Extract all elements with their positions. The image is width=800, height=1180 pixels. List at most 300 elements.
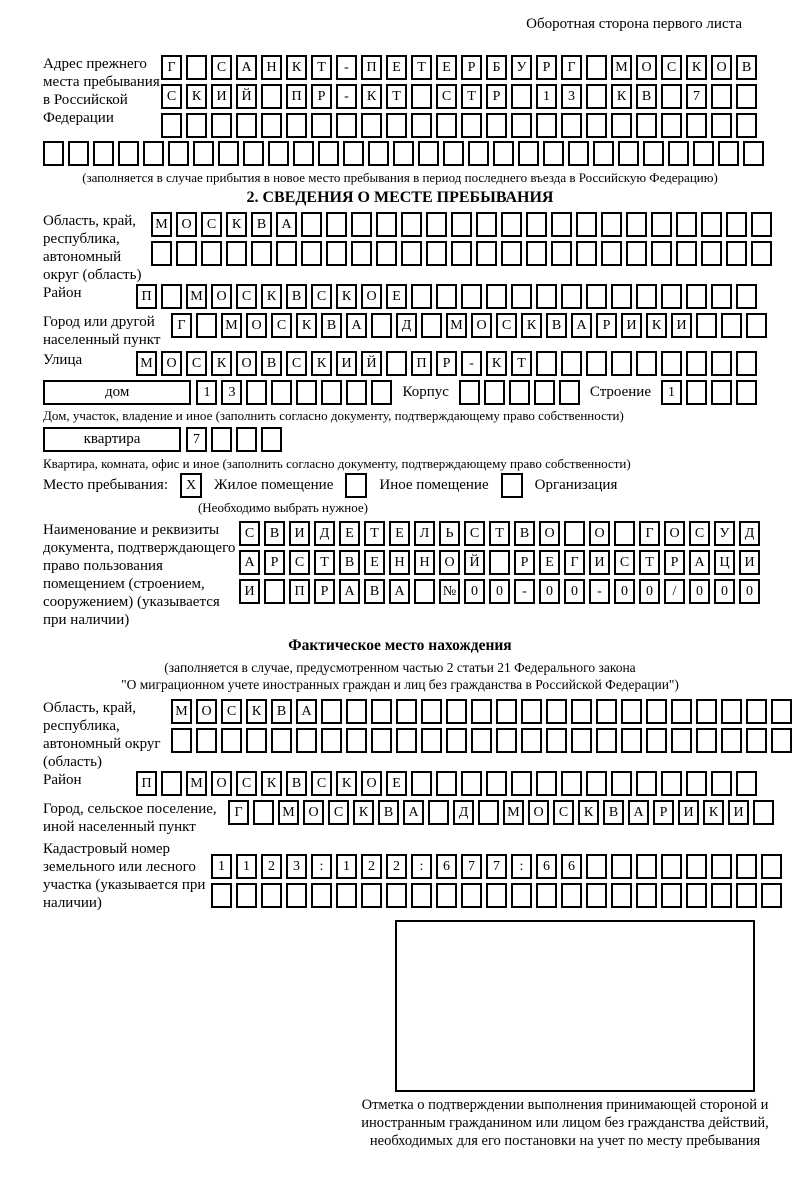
char-cell[interactable] [686,284,707,309]
char-cell[interactable]: П [286,84,307,109]
char-cell[interactable]: К [261,284,282,309]
char-cell[interactable] [736,854,757,879]
char-cell[interactable]: С [689,521,710,546]
char-cell[interactable]: В [736,55,757,80]
char-cell[interactable] [246,728,267,753]
char-cell[interactable] [461,113,482,138]
char-cell[interactable] [721,728,742,753]
char-cell[interactable]: А [346,313,367,338]
char-cell[interactable]: К [311,351,332,376]
char-cell[interactable]: Д [396,313,417,338]
char-cell[interactable] [511,84,532,109]
char-cell[interactable]: 1 [211,854,232,879]
char-cell[interactable]: Т [311,55,332,80]
char-cell[interactable]: Н [261,55,282,80]
char-cell[interactable] [614,521,635,546]
char-cell[interactable]: К [361,84,382,109]
char-cell[interactable] [446,699,467,724]
char-cell[interactable]: Р [653,800,674,825]
char-cell[interactable] [711,380,732,405]
char-cell[interactable] [711,351,732,376]
char-cell[interactable]: П [289,579,310,604]
char-cell[interactable] [686,854,707,879]
char-cell[interactable]: Е [386,771,407,796]
char-cell[interactable]: 1 [661,380,682,405]
char-cell[interactable] [646,728,667,753]
char-cell[interactable] [696,313,717,338]
char-cell[interactable] [236,883,257,908]
char-cell[interactable] [221,728,242,753]
char-cell[interactable] [611,771,632,796]
char-cell[interactable] [536,771,557,796]
char-cell[interactable]: Г [171,313,192,338]
char-cell[interactable]: Г [161,55,182,80]
char-cell[interactable]: И [678,800,699,825]
char-cell[interactable] [396,728,417,753]
char-cell[interactable] [651,241,672,266]
char-cell[interactable]: О [589,521,610,546]
char-cell[interactable]: О [439,550,460,575]
char-cell[interactable]: 3 [221,380,242,405]
char-cell[interactable]: Н [389,550,410,575]
char-cell[interactable] [636,771,657,796]
char-cell[interactable]: - [589,579,610,604]
char-cell[interactable] [536,113,557,138]
char-cell[interactable]: 7 [461,854,482,879]
char-cell[interactable] [571,728,592,753]
char-cell[interactable]: Р [311,84,332,109]
char-cell[interactable] [93,141,114,166]
char-cell[interactable] [161,113,182,138]
char-cell[interactable]: О [361,284,382,309]
char-cell[interactable] [368,141,389,166]
char-cell[interactable] [486,113,507,138]
char-cell[interactable]: А [571,313,592,338]
char-cell[interactable] [696,699,717,724]
char-cell[interactable] [361,113,382,138]
char-cell[interactable] [761,883,782,908]
char-cell[interactable]: В [271,699,292,724]
char-cell[interactable]: С [436,84,457,109]
char-cell[interactable] [651,212,672,237]
char-cell[interactable] [701,241,722,266]
char-cell[interactable] [586,284,607,309]
char-cell[interactable]: К [246,699,267,724]
char-cell[interactable]: 3 [561,84,582,109]
char-cell[interactable] [171,728,192,753]
char-cell[interactable] [436,883,457,908]
char-cell[interactable]: 1 [236,854,257,879]
char-cell[interactable] [686,883,707,908]
char-cell[interactable]: О [211,284,232,309]
char-cell[interactable]: Т [364,521,385,546]
char-cell[interactable]: А [276,212,297,237]
char-cell[interactable] [218,141,239,166]
char-cell[interactable]: : [511,854,532,879]
char-cell[interactable]: И [621,313,642,338]
char-cell[interactable]: С [464,521,485,546]
char-cell[interactable] [251,241,272,266]
char-cell[interactable]: С [239,521,260,546]
char-cell[interactable]: С [236,771,257,796]
char-cell[interactable]: Ь [439,521,460,546]
char-cell[interactable]: С [614,550,635,575]
char-cell[interactable]: В [286,771,307,796]
char-cell[interactable] [253,800,274,825]
char-cell[interactable] [661,113,682,138]
char-cell[interactable] [621,728,642,753]
char-cell[interactable] [318,141,339,166]
char-cell[interactable] [236,113,257,138]
char-cell[interactable]: К [226,212,247,237]
char-cell[interactable]: П [136,284,157,309]
char-cell[interactable]: Н [414,550,435,575]
char-cell[interactable]: П [361,55,382,80]
char-cell[interactable]: Б [486,55,507,80]
char-cell[interactable]: К [611,84,632,109]
char-cell[interactable]: П [411,351,432,376]
char-cell[interactable]: В [378,800,399,825]
char-cell[interactable] [143,141,164,166]
char-cell[interactable]: Т [411,55,432,80]
char-cell[interactable]: М [186,771,207,796]
char-cell[interactable]: А [403,800,424,825]
char-cell[interactable]: С [311,771,332,796]
char-cell[interactable] [401,212,422,237]
char-cell[interactable] [393,141,414,166]
char-cell[interactable] [511,883,532,908]
char-cell[interactable] [371,380,392,405]
char-cell[interactable]: К [261,771,282,796]
char-cell[interactable] [486,771,507,796]
char-cell[interactable]: 0 [689,579,710,604]
char-cell[interactable] [668,141,689,166]
char-cell[interactable] [596,728,617,753]
char-cell[interactable] [476,212,497,237]
char-cell[interactable] [718,141,739,166]
char-cell[interactable] [478,800,499,825]
char-cell[interactable]: Р [461,55,482,80]
char-cell[interactable] [461,771,482,796]
char-cell[interactable]: Р [596,313,617,338]
char-cell[interactable] [526,241,547,266]
char-cell[interactable] [736,113,757,138]
char-cell[interactable]: 7 [186,427,207,452]
char-cell[interactable]: М [221,313,242,338]
char-cell[interactable]: - [336,84,357,109]
char-cell[interactable]: Г [564,550,585,575]
char-cell[interactable]: О [211,771,232,796]
char-cell[interactable]: 7 [686,84,707,109]
char-cell[interactable]: 6 [436,854,457,879]
char-cell[interactable]: С [221,699,242,724]
char-cell[interactable] [636,883,657,908]
char-cell[interactable] [671,728,692,753]
char-cell[interactable] [296,728,317,753]
char-cell[interactable]: 1 [536,84,557,109]
char-cell[interactable] [661,883,682,908]
char-cell[interactable] [401,241,422,266]
char-cell[interactable]: 1 [196,380,217,405]
char-cell[interactable] [721,313,742,338]
char-cell[interactable] [321,380,342,405]
char-cell[interactable] [421,699,442,724]
char-cell[interactable] [476,241,497,266]
char-cell[interactable] [661,854,682,879]
char-cell[interactable] [536,351,557,376]
char-cell[interactable]: К [296,313,317,338]
char-cell[interactable]: Г [639,521,660,546]
char-cell[interactable]: К [286,55,307,80]
char-cell[interactable] [526,212,547,237]
char-cell[interactable] [686,380,707,405]
char-cell[interactable] [493,141,514,166]
char-cell[interactable]: М [278,800,299,825]
char-cell[interactable]: О [539,521,560,546]
char-cell[interactable]: Ц [714,550,735,575]
char-cell[interactable] [321,728,342,753]
char-cell[interactable] [509,380,530,405]
char-cell[interactable]: О [664,521,685,546]
char-cell[interactable]: К [336,284,357,309]
char-cell[interactable] [411,883,432,908]
char-cell[interactable]: Т [489,521,510,546]
char-cell[interactable]: И [739,550,760,575]
char-cell[interactable] [586,883,607,908]
char-cell[interactable]: С [236,284,257,309]
char-cell[interactable] [743,141,764,166]
char-cell[interactable] [571,699,592,724]
char-cell[interactable] [771,728,792,753]
char-cell[interactable]: 3 [286,854,307,879]
char-cell[interactable] [296,380,317,405]
char-cell[interactable]: А [296,699,317,724]
char-cell[interactable]: О [196,699,217,724]
char-cell[interactable] [246,380,267,405]
char-cell[interactable] [286,883,307,908]
char-cell[interactable]: И [239,579,260,604]
char-cell[interactable]: У [511,55,532,80]
char-cell[interactable] [693,141,714,166]
char-cell[interactable]: К [336,771,357,796]
checkbox-organizatsiya[interactable] [501,473,523,498]
char-cell[interactable]: В [546,313,567,338]
char-cell[interactable] [736,84,757,109]
char-cell[interactable]: 2 [361,854,382,879]
char-cell[interactable] [396,699,417,724]
char-cell[interactable]: Д [739,521,760,546]
char-cell[interactable]: Й [464,550,485,575]
char-cell[interactable] [701,212,722,237]
char-cell[interactable] [711,771,732,796]
char-cell[interactable] [536,284,557,309]
char-cell[interactable] [271,728,292,753]
char-cell[interactable] [386,883,407,908]
char-cell[interactable] [711,84,732,109]
char-cell[interactable]: В [286,284,307,309]
char-cell[interactable] [501,241,522,266]
char-cell[interactable] [411,284,432,309]
char-cell[interactable]: 6 [536,854,557,879]
char-cell[interactable]: Е [364,550,385,575]
char-cell[interactable]: Т [386,84,407,109]
char-cell[interactable]: С [311,284,332,309]
char-cell[interactable]: В [603,800,624,825]
char-cell[interactable]: В [251,212,272,237]
char-cell[interactable]: И [728,800,749,825]
char-cell[interactable] [421,313,442,338]
char-cell[interactable]: Й [361,351,382,376]
char-cell[interactable] [436,284,457,309]
char-cell[interactable] [261,883,282,908]
char-cell[interactable] [561,351,582,376]
char-cell[interactable] [561,284,582,309]
char-cell[interactable] [568,141,589,166]
char-cell[interactable] [736,351,757,376]
char-cell[interactable] [636,284,657,309]
char-cell[interactable]: И [336,351,357,376]
char-cell[interactable] [611,351,632,376]
char-cell[interactable]: М [503,800,524,825]
char-cell[interactable] [686,113,707,138]
kvartira-box[interactable] [43,427,181,452]
char-cell[interactable] [426,241,447,266]
char-cell[interactable] [511,113,532,138]
char-cell[interactable]: В [264,521,285,546]
char-cell[interactable] [751,212,772,237]
char-cell[interactable]: 0 [489,579,510,604]
char-cell[interactable] [264,579,285,604]
char-cell[interactable]: О [303,800,324,825]
char-cell[interactable] [601,241,622,266]
char-cell[interactable]: О [471,313,492,338]
char-cell[interactable] [511,284,532,309]
char-cell[interactable]: / [664,579,685,604]
char-cell[interactable] [711,113,732,138]
char-cell[interactable]: О [236,351,257,376]
char-cell[interactable] [336,883,357,908]
char-cell[interactable] [261,427,282,452]
char-cell[interactable] [726,241,747,266]
char-cell[interactable]: К [578,800,599,825]
char-cell[interactable]: : [411,854,432,879]
char-cell[interactable]: И [211,84,232,109]
char-cell[interactable]: О [161,351,182,376]
char-cell[interactable]: И [289,521,310,546]
char-cell[interactable] [376,241,397,266]
char-cell[interactable] [461,883,482,908]
char-cell[interactable]: 0 [614,579,635,604]
char-cell[interactable]: Г [228,800,249,825]
char-cell[interactable] [626,241,647,266]
char-cell[interactable]: О [361,771,382,796]
char-cell[interactable] [186,55,207,80]
char-cell[interactable]: Е [339,521,360,546]
char-cell[interactable]: В [514,521,535,546]
char-cell[interactable] [621,699,642,724]
char-cell[interactable] [411,113,432,138]
char-cell[interactable]: Е [389,521,410,546]
char-cell[interactable] [586,351,607,376]
char-cell[interactable]: 2 [386,854,407,879]
char-cell[interactable] [753,800,774,825]
char-cell[interactable]: С [661,55,682,80]
char-cell[interactable] [576,241,597,266]
char-cell[interactable]: С [161,84,182,109]
char-cell[interactable]: 0 [564,579,585,604]
char-cell[interactable] [636,351,657,376]
char-cell[interactable]: В [321,313,342,338]
char-cell[interactable]: У [714,521,735,546]
char-cell[interactable] [521,728,542,753]
char-cell[interactable] [484,380,505,405]
char-cell[interactable] [459,380,480,405]
char-cell[interactable] [661,284,682,309]
char-cell[interactable]: А [239,550,260,575]
char-cell[interactable] [193,141,214,166]
char-cell[interactable]: О [711,55,732,80]
char-cell[interactable] [371,728,392,753]
char-cell[interactable] [196,313,217,338]
char-cell[interactable]: С [186,351,207,376]
char-cell[interactable] [489,550,510,575]
char-cell[interactable] [596,699,617,724]
char-cell[interactable] [536,883,557,908]
char-cell[interactable]: Р [536,55,557,80]
char-cell[interactable] [443,141,464,166]
char-cell[interactable] [671,699,692,724]
char-cell[interactable] [646,699,667,724]
char-cell[interactable] [736,883,757,908]
char-cell[interactable]: И [671,313,692,338]
char-cell[interactable]: М [136,351,157,376]
char-cell[interactable] [746,313,767,338]
char-cell[interactable] [518,141,539,166]
char-cell[interactable]: Е [539,550,560,575]
char-cell[interactable] [486,883,507,908]
char-cell[interactable]: М [446,313,467,338]
char-cell[interactable] [576,212,597,237]
char-cell[interactable] [418,141,439,166]
char-cell[interactable] [268,141,289,166]
char-cell[interactable]: С [553,800,574,825]
char-cell[interactable] [276,241,297,266]
char-cell[interactable] [534,380,555,405]
char-cell[interactable] [261,84,282,109]
char-cell[interactable]: - [461,351,482,376]
char-cell[interactable]: О [246,313,267,338]
char-cell[interactable] [746,699,767,724]
char-cell[interactable]: К [646,313,667,338]
char-cell[interactable] [561,113,582,138]
char-cell[interactable] [311,113,332,138]
char-cell[interactable]: Р [264,550,285,575]
char-cell[interactable] [586,84,607,109]
char-cell[interactable]: Р [486,84,507,109]
char-cell[interactable] [736,380,757,405]
char-cell[interactable] [496,699,517,724]
char-cell[interactable]: 2 [261,854,282,879]
char-cell[interactable] [421,728,442,753]
char-cell[interactable]: Л [414,521,435,546]
char-cell[interactable] [711,854,732,879]
char-cell[interactable] [636,854,657,879]
char-cell[interactable] [451,241,472,266]
char-cell[interactable] [321,699,342,724]
char-cell[interactable] [611,113,632,138]
char-cell[interactable]: А [389,579,410,604]
char-cell[interactable] [196,728,217,753]
